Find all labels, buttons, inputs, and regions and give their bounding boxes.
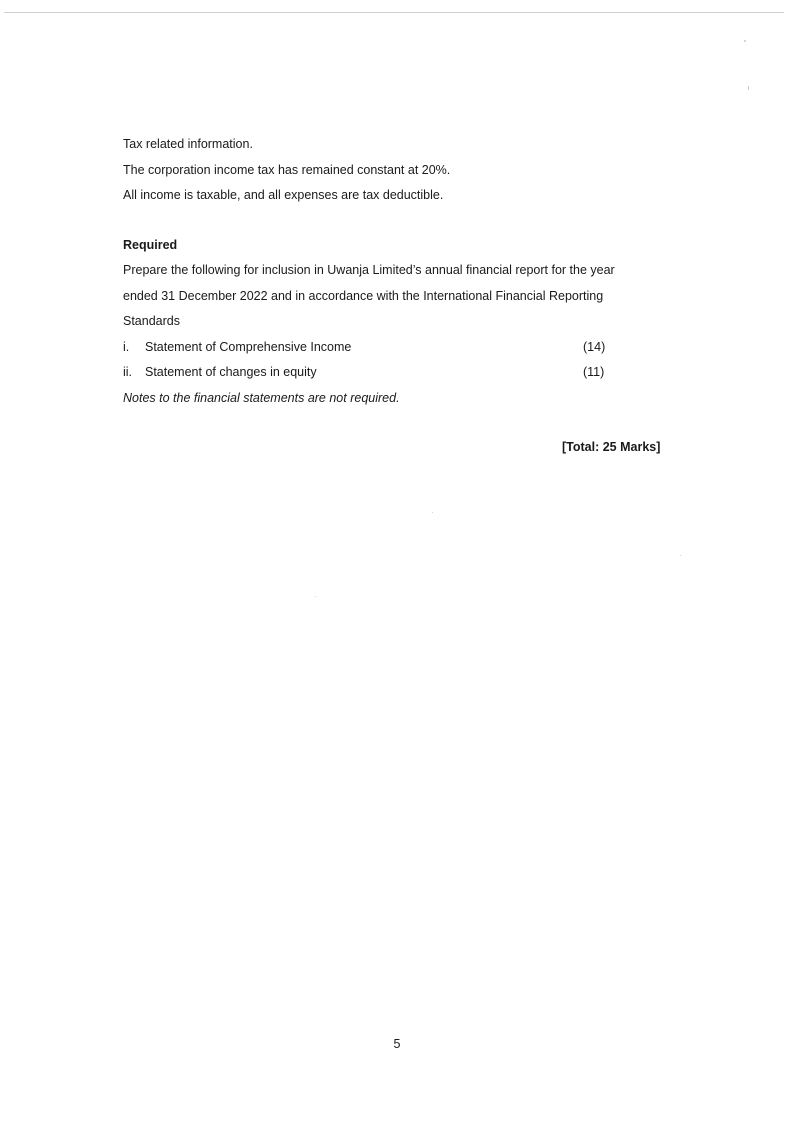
- instruction-line: Prepare the following for inclusion in Uwanja Limited’s annual financial report for the year: [123, 263, 615, 277]
- tax-rate-line: The corporation income tax has remained constant at 20%.: [123, 162, 451, 177]
- tax-info-heading: Tax related information.: [123, 137, 253, 151]
- required-heading: Required: [123, 237, 178, 252]
- scan-speck: [744, 40, 746, 42]
- requirement-marks: (11): [583, 365, 605, 379]
- requirement-number: ii.: [123, 365, 133, 379]
- scan-speck: [680, 555, 681, 556]
- scan-speck: [315, 596, 316, 597]
- requirement-text: Statement of changes in equity: [145, 365, 317, 379]
- scan-speck: [748, 86, 749, 90]
- requirement-marks: (14): [583, 339, 606, 354]
- requirement-item: [123, 364, 663, 390]
- page-number: 5: [393, 1037, 401, 1051]
- tax-deductible-line: All income is taxable, and all expenses are tax deductible.: [123, 188, 444, 202]
- top-rule: [4, 12, 784, 13]
- total-marks: [Total: 25 Marks]: [562, 440, 661, 454]
- requirement-item: [123, 339, 663, 365]
- requirement-text: Statement of Comprehensive Income: [145, 339, 352, 354]
- section-gap: [123, 213, 663, 237]
- notes-instruction: Notes to the financial statements are not required.: [123, 390, 400, 405]
- instruction-line: Standards: [123, 314, 180, 328]
- scan-speck: [432, 512, 433, 513]
- instruction-line: ended 31 December 2022 and in accordance with the International Financial Reporting: [123, 288, 604, 303]
- requirement-number: i.: [123, 339, 130, 354]
- document-body: [123, 136, 663, 415]
